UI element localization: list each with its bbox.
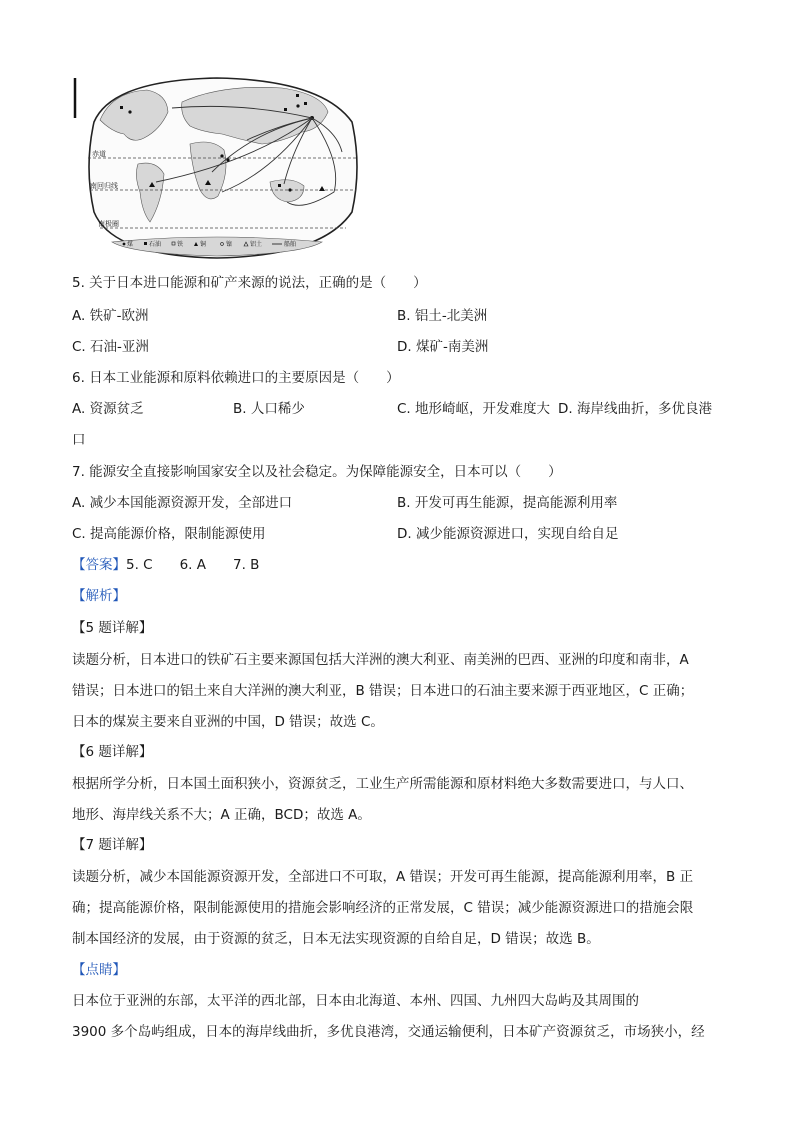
tropic-label: 南回归线 bbox=[90, 182, 118, 190]
q6-option-c: C. 地形崎岖，开发难度大 bbox=[397, 401, 551, 417]
q6-option-b: B. 人口稀少 bbox=[233, 401, 305, 417]
point-text: 日本位于亚洲的东部，太平洋的西北部，日本由北海道、本州、四国、九州四大岛屿及其周围的 bbox=[72, 993, 639, 1009]
q5-stem: 5. 关于日本进口能源和矿产来源的说法，正确的是（ ） bbox=[72, 275, 427, 291]
detail-7-line: 读题分析，减少本国能源资源开发，全部进口不可取，A 错误；开发可再生能源，提高能源利用率，B 正 bbox=[72, 869, 694, 885]
world-map-figure bbox=[72, 72, 362, 262]
legend-coal: 煤 bbox=[127, 241, 134, 248]
point-tag: 【点睛】 bbox=[72, 962, 126, 978]
q6-option-a: A. 资源贫乏 bbox=[72, 401, 144, 417]
detail-5-line: 读题分析，日本进口的铁矿石主要来源国包括大洋洲的澳大利亚、南美洲的巴西、亚洲的印度和南非，A bbox=[72, 652, 689, 668]
legend-bauxite: 铝土 bbox=[250, 241, 263, 248]
q5-option-d: D. 煤矿-南美洲 bbox=[397, 339, 489, 355]
q6-option-d: D. 海岸线曲折，多优良港 bbox=[558, 401, 712, 417]
q5-option-c: C. 石油-亚洲 bbox=[72, 339, 149, 355]
detail-6-body bbox=[72, 769, 728, 831]
detail-7-line: 确；提高能源价格，限制能源使用的措施会影响经济的正常发展，C 错误；减少能源资源进口的措施会限 bbox=[72, 900, 694, 916]
detail-5-line: 日本的煤炭主要来自亚洲的中国，D 错误；故选 C。 bbox=[72, 714, 384, 730]
q7-option-c: C. 提高能源价格，限制能源使用 bbox=[72, 526, 266, 542]
detail-7-body bbox=[72, 862, 728, 955]
legend-ship: 船舶 bbox=[284, 241, 297, 248]
detail-7-title: 【7 题详解】 bbox=[72, 837, 153, 853]
point-body bbox=[72, 955, 728, 1048]
detail-6-line: 根据所学分析，日本国土面积狭小，资源贫乏，工业生产所需能源和原材料绝大多数需要进口，与人口、 bbox=[72, 776, 693, 792]
q5-option-b: B. 铝土-北美洲 bbox=[397, 308, 488, 324]
legend-oil: 石油 bbox=[149, 241, 162, 248]
detail-5-line: 错误；日本进口的铝土来自大洋洲的澳大利亚，B 错误；日本进口的石油主要来源于西亚地区，C 正确； bbox=[72, 683, 694, 699]
legend-copper: 铜 bbox=[200, 241, 207, 248]
q5-option-a: A. 铁矿-欧洲 bbox=[72, 308, 149, 324]
analysis-tag: 【解析】 bbox=[72, 588, 126, 604]
legend-nickel: 镍 bbox=[226, 241, 233, 248]
q7-option-a: A. 减少本国能源资源开发，全部进口 bbox=[72, 495, 293, 511]
equator-label: 赤道 bbox=[92, 150, 106, 158]
q6-option-d-continued: 口 bbox=[72, 432, 86, 448]
detail-6-line: 地形、海岸线关系不大；A 正确，BCD；故选 A。 bbox=[72, 807, 371, 823]
legend-iron: 铁 bbox=[177, 241, 184, 248]
q7-stem: 7. 能源安全直接影响国家安全以及社会稳定。为保障能源安全，日本可以（ ） bbox=[72, 464, 562, 480]
detail-7-line: 制本国经济的发展，由于资源的贫乏，日本无法实现资源的自给自足，D 错误；故选 B。 bbox=[72, 931, 600, 947]
answer-tag: 【答案】 bbox=[72, 557, 126, 573]
point-line bbox=[72, 955, 728, 1017]
answer-line bbox=[72, 555, 259, 575]
q7-option-d: D. 减少能源资源进口，实现自给自足 bbox=[397, 526, 619, 542]
point-line: 3900 多个岛屿组成，日本的海岸线曲折，多优良港湾，交通运输便利，日本矿产资源贫乏，市场狭小，经 bbox=[72, 1024, 705, 1040]
q6-stem: 6. 日本工业能源和原料依赖进口的主要原因是（ ） bbox=[72, 370, 400, 386]
q7-option-b: B. 开发可再生能源，提高能源利用率 bbox=[397, 495, 618, 511]
detail-5-body bbox=[72, 645, 728, 738]
answer-text: 5. C 6. A 7. B bbox=[126, 557, 260, 573]
detail-6-title: 【6 题详解】 bbox=[72, 744, 153, 760]
antarctic-label: 南极圈 bbox=[98, 220, 119, 228]
detail-5-title: 【5 题详解】 bbox=[72, 620, 153, 636]
